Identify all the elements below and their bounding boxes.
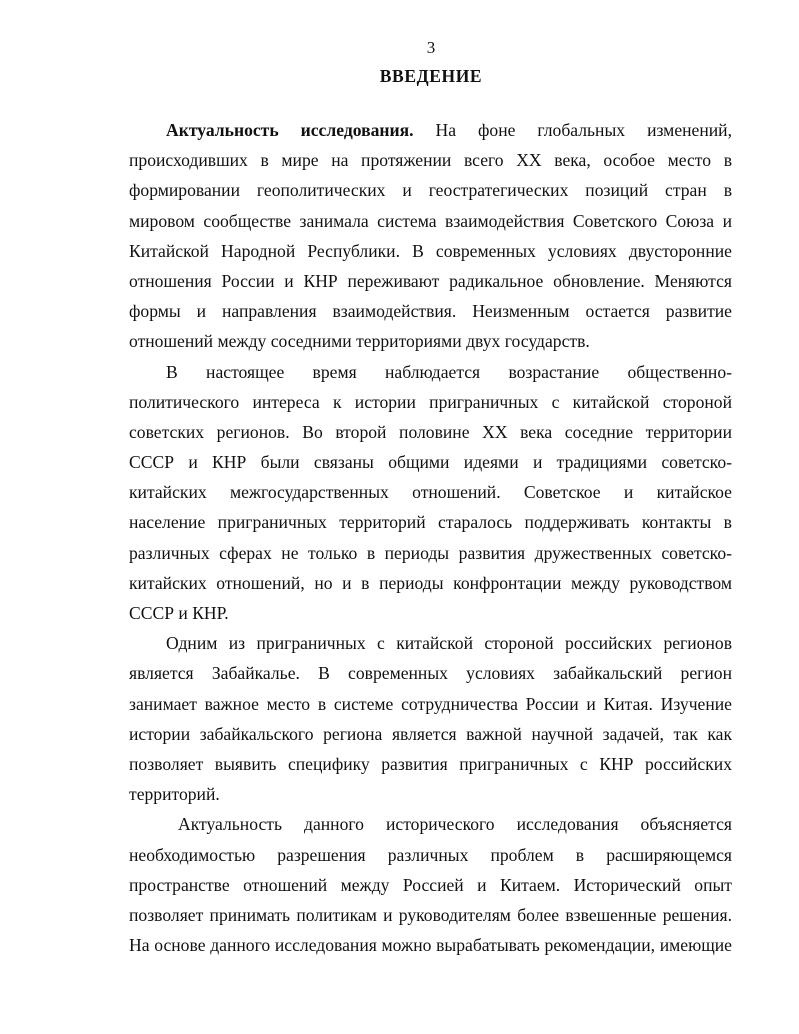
text-line: формировании геополитических и геостратегических позиций стран в (129, 180, 732, 201)
text-line: отношения России и КНР переживают радикальное обновление. Меняются (129, 270, 732, 291)
page-number: 3 (426, 38, 436, 57)
text-line: китайских отношений, но и в периоды конфронтации между руководством (129, 572, 732, 593)
text-line: китайских межгосударственных отношений. Советское и китайское (129, 482, 732, 503)
text-line: различных сферах не только в периоды развития дружественных советско- (129, 542, 732, 563)
paragraph-transbaikalia (129, 628, 732, 809)
paragraph-research-relevance (129, 809, 732, 960)
text-line: В настоящее время наблюдается возрастание общественно- (166, 361, 732, 382)
text-line: СССР и КНР. (129, 603, 229, 623)
text-line: мировом сообществе занимала система взаимодействия Советского Союза и (129, 210, 732, 231)
page-title: ВВЕДЕНИЕ (379, 66, 483, 86)
text-line: политического интереса к истории приграничных с китайской стороной (129, 391, 732, 412)
text-line: позволяет принимать политикам и руководителям более взвешенные решения. (129, 904, 732, 925)
text-line: территорий. (129, 784, 220, 805)
text-line: занимает важное место в системе сотрудничества России и Китая. Изучение (129, 693, 732, 714)
paragraph-border-regions (129, 357, 732, 629)
text-line: Актуальность исследования. На фоне глобальных изменений, (166, 120, 732, 140)
text-line: отношений между соседними территориями двух государств. (129, 331, 590, 352)
text-line: Актуальность данного исторического исследования объясняется (178, 814, 732, 835)
text-line: необходимостью разрешения различных проблем в расширяющемся (129, 844, 732, 865)
text-line: СССР и КНР были связаны общими идеями и традициями советско- (129, 452, 732, 473)
text-line: На основе данного исследования можно вырабатывать рекомендации, имеющие (129, 935, 732, 956)
text-line: происходивших в мире на протяжении всего XX века, особое место в (129, 150, 732, 171)
text-line: является Забайкалье. В современных условиях забайкальский регион (129, 663, 732, 684)
text-line: население приграничных территорий старалось поддерживать контакты в (129, 512, 732, 533)
text-line: позволяет выявить специфику развития приграничных с КНР российских (129, 753, 732, 774)
text-line: советских регионов. Во второй половине XX века соседние территории (129, 421, 732, 442)
text-line: формы и направления взаимодействия. Неизменным остается развитие (129, 301, 732, 322)
text-line: Одним из приграничных с китайской стороной российских регионов (166, 633, 732, 654)
text-line: истории забайкальского региона является важной научной задачей, так как (129, 723, 732, 744)
text-line: пространстве отношений между Россией и Китаем. Исторический опыт (129, 874, 732, 895)
text-line: Китайской Народной Республики. В современных условиях двусторонние (129, 240, 732, 261)
document-body (129, 115, 732, 960)
paragraph-relevance (129, 115, 732, 357)
relevance-heading: Актуальность исследования. (166, 120, 414, 140)
